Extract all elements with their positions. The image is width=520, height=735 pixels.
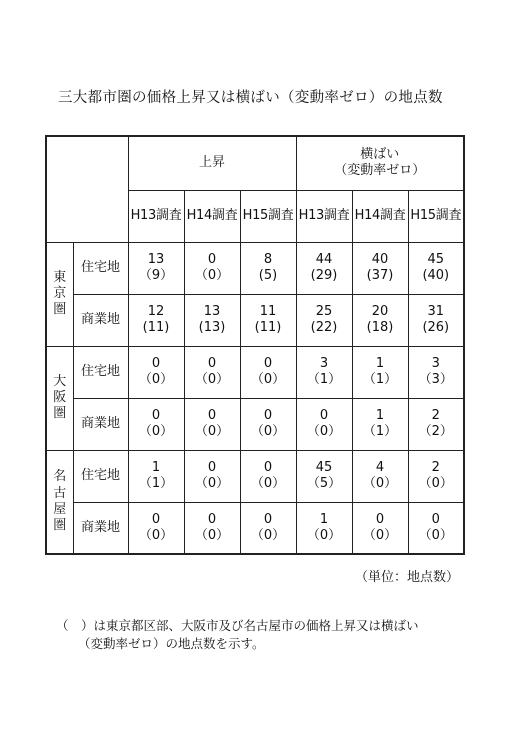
region-char: 阪	[53, 389, 67, 405]
table-cell: 3 （1）	[296, 346, 352, 398]
table-cell: 3 （3）	[408, 346, 464, 398]
table-cell: 13 (13)	[184, 294, 240, 346]
table-cell: 1 （1）	[352, 346, 408, 398]
row-kind: 商業地	[73, 294, 128, 346]
region-char: 京	[53, 285, 67, 301]
col-header: H13調査	[128, 190, 184, 242]
corner-cell	[46, 136, 128, 242]
region-char: 圏	[53, 406, 67, 422]
region-nagoya	[46, 450, 73, 554]
table-cell: 13 （9）	[128, 242, 184, 294]
table-cell: 0 （0）	[184, 450, 240, 502]
table-cell: 0 （0）	[240, 398, 296, 450]
row-kind: 住宅地	[73, 242, 128, 294]
table-cell: 0 （0）	[184, 242, 240, 294]
table-cell: 1 （1）	[128, 450, 184, 502]
region-char: 東	[53, 269, 67, 285]
col-header: H15調査	[240, 190, 296, 242]
region-char: 大	[53, 373, 67, 389]
row-kind: 住宅地	[73, 346, 128, 398]
table-cell: 0 （0）	[184, 398, 240, 450]
table-cell: 0 （0）	[408, 502, 464, 554]
table-cell: 0 （0）	[240, 502, 296, 554]
unit-label: （単位：地点数）	[355, 570, 460, 585]
header-flat	[296, 136, 464, 190]
table-cell: 0 （0）	[296, 398, 352, 450]
table-cell: 25 (22)	[296, 294, 352, 346]
table-cell: 0 （0）	[184, 502, 240, 554]
region-osaka	[46, 346, 73, 450]
col-header: H14調査	[352, 190, 408, 242]
footnote-line1: （ ）は東京都区部、大阪市及び名古屋市の価格上昇又は横ばい	[56, 618, 419, 633]
table-cell: 11 (11)	[240, 294, 296, 346]
row-kind: 商業地	[73, 398, 128, 450]
col-header: H13調査	[296, 190, 352, 242]
col-header: H15調査	[408, 190, 464, 242]
col-header: H14調査	[184, 190, 240, 242]
region-char: 圏	[53, 518, 67, 533]
table-cell: 1 （1）	[352, 398, 408, 450]
footnote	[56, 617, 476, 653]
header-rise: 上昇	[128, 136, 296, 190]
row-kind: 住宅地	[73, 450, 128, 502]
table-cell: 0 （0）	[240, 450, 296, 502]
data-table	[45, 135, 465, 555]
table-cell: 0 （0）	[352, 502, 408, 554]
row-kind: 商業地	[73, 502, 128, 554]
table-cell: 2 （0）	[408, 450, 464, 502]
table-cell: 44 (29)	[296, 242, 352, 294]
header-flat-line1: 横ばい	[360, 147, 400, 162]
footnote-line2: （変動率ゼロ）の地点数を示す。	[78, 636, 265, 652]
region-tokyo	[46, 242, 73, 346]
table-cell: 0 （0）	[128, 398, 184, 450]
region-char: 古	[53, 485, 67, 501]
table-cell: 20 (18)	[352, 294, 408, 346]
region-char: 名	[53, 469, 67, 485]
header-flat-line2: （変動率ゼロ）	[334, 163, 426, 179]
table-cell: 4 （0）	[352, 450, 408, 502]
table-cell: 45 (40)	[408, 242, 464, 294]
table-cell: 0 （0）	[240, 346, 296, 398]
table-cell: 31 (26)	[408, 294, 464, 346]
table-cell: 8 (5)	[240, 242, 296, 294]
table-cell: 12 (11)	[128, 294, 184, 346]
table-cell: 0 （0）	[128, 346, 184, 398]
page-title: 三大都市圏の価格上昇又は横ばい（変動率ゼロ）の地点数	[58, 90, 443, 106]
table-cell: 1 （0）	[296, 502, 352, 554]
table-cell: 40 (37)	[352, 242, 408, 294]
table-cell: 2 （2）	[408, 398, 464, 450]
table-cell: 0 （0）	[184, 346, 240, 398]
table-cell: 45 （5）	[296, 450, 352, 502]
region-char: 圏	[53, 302, 67, 318]
region-char: 屋	[53, 501, 67, 517]
table-cell: 0 （0）	[128, 502, 184, 554]
